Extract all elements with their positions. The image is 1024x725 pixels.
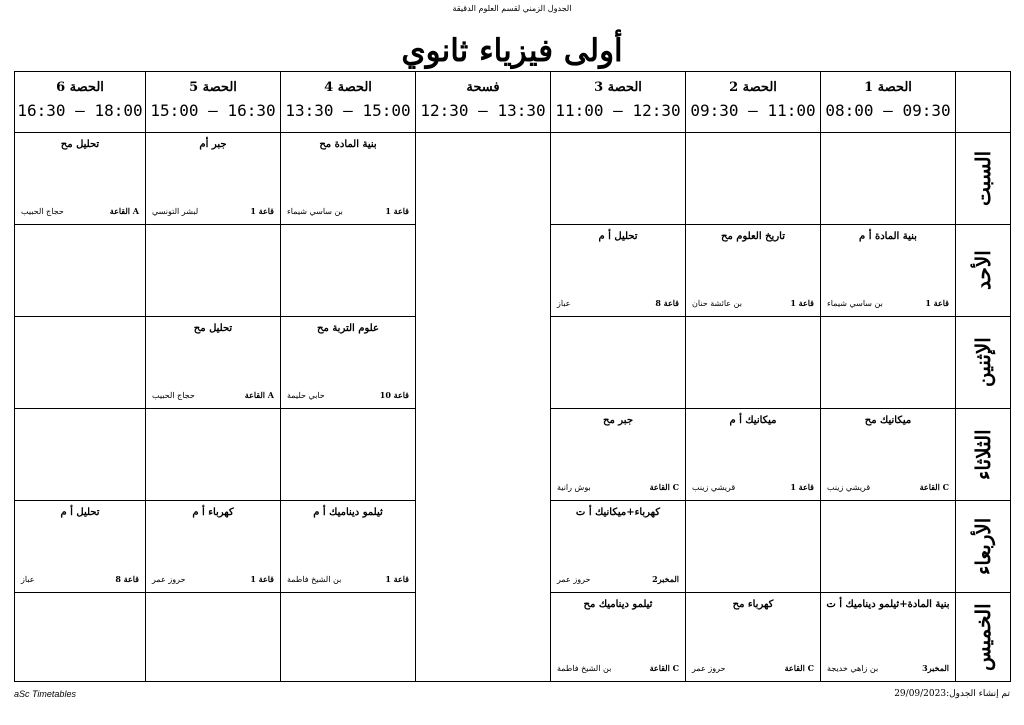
empty-cell [15,225,146,317]
lesson-room: قاعة 8 [655,298,679,308]
lesson-teacher: قريشي زينب [827,483,871,492]
lesson-cell [146,317,281,409]
lesson-card [551,501,685,592]
lesson-teacher: حجاج الحبيب [21,207,64,216]
header-subtitle: الجدول الزمني لقسم العلوم الدقيقة [452,4,572,13]
lesson-subject: جبر أم [199,139,227,150]
break-column [416,133,551,682]
day-cell [956,317,1011,409]
lesson-room: C القاعة [649,482,679,492]
lesson-card [15,501,145,592]
empty-cell [146,593,281,682]
period-time: 15:00 – 16:30 [150,101,276,120]
lesson-card [551,225,685,316]
empty-cell [821,317,956,409]
lesson-card [821,225,955,316]
lesson-subject: تحليل مح [193,323,233,334]
lesson-cell [281,317,416,409]
empty-cell [821,501,956,593]
lesson-teacher: بن الشيخ فاطمة [557,664,612,673]
empty-cell [821,133,956,225]
lesson-room: قاعة 10 [379,390,409,400]
footer-created-date: تم إنشاء الجدول:29/09/2023 [894,689,1010,699]
period-time: 13:30 – 15:00 [285,101,411,120]
empty-cell [15,409,146,501]
lesson-subject: بنية المادة مح [319,139,377,150]
lesson-card [281,501,415,592]
period-name: الحصة 1 [864,80,912,95]
lesson-subject: ثيلمو ديناميك أ م [313,507,383,518]
lesson-teacher: حروز عمر [152,575,186,584]
period-name: الحصة 5 [189,80,237,95]
period-time: 08:00 – 09:30 [825,101,951,120]
day-name: الأحد [971,250,995,291]
empty-cell [281,225,416,317]
lesson-cell [821,409,956,501]
lesson-cell [551,409,686,501]
lesson-subject: تاريخ العلوم مح [721,231,785,242]
lesson-cell [551,501,686,593]
period-time: 11:00 – 12:30 [555,101,681,120]
empty-cell [551,133,686,225]
day-name: الخميس [971,603,995,671]
empty-cell [281,409,416,501]
period-name: الحصة 3 [594,80,642,95]
lesson-subject: كهرباء أ م [192,507,234,518]
empty-cell [686,317,821,409]
period-header [551,72,686,133]
empty-cell [551,317,686,409]
lesson-teacher: حروز عمر [557,575,591,584]
lesson-card [551,409,685,500]
lesson-card [551,593,685,681]
period-header-row [15,72,1011,133]
lesson-cell [686,225,821,317]
lesson-card [821,409,955,500]
lesson-room: قاعة 8 [115,574,139,584]
lesson-cell [551,225,686,317]
lesson-cell [281,133,416,225]
period-header [416,72,551,133]
lesson-card [146,133,280,224]
lesson-room: A القاعة [109,206,139,216]
period-name: الحصة 4 [324,80,372,95]
lesson-subject: بنية المادة+ثيلمو ديناميك أ ت [826,599,950,610]
timetable-grid [14,71,1011,682]
day-name: الإثنين [971,337,995,388]
lesson-subject: تحليل أ م [60,507,100,518]
lesson-subject: كهرباء مح [732,599,774,610]
lesson-subject: تحليل مح [60,139,100,150]
day-cell [956,501,1011,593]
lesson-cell [146,133,281,225]
day-row [15,133,1011,225]
lesson-room: قاعة 1 [385,574,409,584]
empty-cell [686,501,821,593]
lesson-teacher: عباز [21,575,35,584]
lesson-cell [821,593,956,682]
period-header [821,72,956,133]
lesson-teacher: لبشر التونسي [152,207,199,216]
period-time: 09:30 – 11:00 [690,101,816,120]
empty-cell [686,133,821,225]
day-name: الأربعاء [971,517,995,576]
lesson-subject: ثيلمو ديناميك مح [583,599,653,610]
lesson-card [146,501,280,592]
timetable-title: أولى فيزياء ثانوي [401,33,623,69]
empty-cell [146,409,281,501]
lesson-card [146,317,280,408]
lesson-teacher: بن زاهي خديجة [827,664,879,673]
lesson-teacher: عباز [557,299,571,308]
lesson-card [686,593,820,681]
lesson-cell [686,593,821,682]
lesson-teacher: حابي حليمة [287,391,325,400]
lesson-subject: ميكانيك مح [864,415,912,426]
lesson-room: C القاعة [649,663,679,673]
corner-cell [956,72,1011,133]
lesson-teacher: بوش رانية [557,483,591,492]
empty-cell [146,225,281,317]
lesson-room: المخبر2 [652,574,679,584]
period-name: فسحة [466,80,500,95]
empty-cell [281,593,416,682]
day-cell [956,225,1011,317]
lesson-teacher: بن ساسي شيماء [827,299,883,308]
lesson-teacher: بن ساسي شيماء [287,207,343,216]
day-name: الثلاثاء [971,429,995,480]
period-time: 16:30 – 18:00 [17,101,143,120]
lesson-subject: جبر مح [602,415,633,426]
day-cell [956,133,1011,225]
lesson-room: قاعة 1 [790,298,814,308]
lesson-cell [551,593,686,682]
period-header [15,72,146,133]
lesson-subject: علوم التربة مح [317,323,379,334]
lesson-room: C القاعة [784,663,814,673]
lesson-subject: بنية المادة أ م [859,231,917,242]
lesson-cell [281,501,416,593]
lesson-room: المخبر3 [922,663,949,673]
empty-cell [15,317,146,409]
period-time: 12:30 – 13:30 [420,101,546,120]
lesson-room: قاعة 1 [925,298,949,308]
lesson-room: قاعة 1 [250,206,274,216]
footer-generator: aSc Timetables [14,689,76,699]
lesson-teacher: حروز عمر [692,664,726,673]
lesson-cell [821,225,956,317]
lesson-room: قاعة 1 [790,482,814,492]
lesson-cell [146,501,281,593]
lesson-teacher: بن الشيخ فاطمة [287,575,342,584]
lesson-room: A القاعة [244,390,274,400]
day-cell [956,593,1011,682]
lesson-card [281,317,415,408]
lesson-card [15,133,145,224]
lesson-subject: ميكانيك أ م [729,415,777,426]
day-cell [956,409,1011,501]
lesson-teacher: حجاج الحبيب [152,391,195,400]
lesson-cell [15,501,146,593]
lesson-teacher: بن عائشة حنان [692,299,742,308]
lesson-room: قاعة 1 [385,206,409,216]
period-name: الحصة 2 [729,80,777,95]
period-header [686,72,821,133]
lesson-room: C القاعة [919,482,949,492]
lesson-card [281,133,415,224]
lesson-cell [15,133,146,225]
lesson-card [821,593,955,681]
lesson-subject: كهرباء+ميكانيك أ ت [575,507,661,518]
lesson-cell [686,409,821,501]
period-header [146,72,281,133]
day-name: السبت [971,150,995,207]
lesson-teacher: قريشي زينب [692,483,736,492]
lesson-card [686,409,820,500]
lesson-subject: تحليل أ م [598,231,638,242]
lesson-card [686,225,820,316]
period-name: الحصة 6 [56,80,104,95]
lesson-room: قاعة 1 [250,574,274,584]
empty-cell [15,593,146,682]
period-header [281,72,416,133]
